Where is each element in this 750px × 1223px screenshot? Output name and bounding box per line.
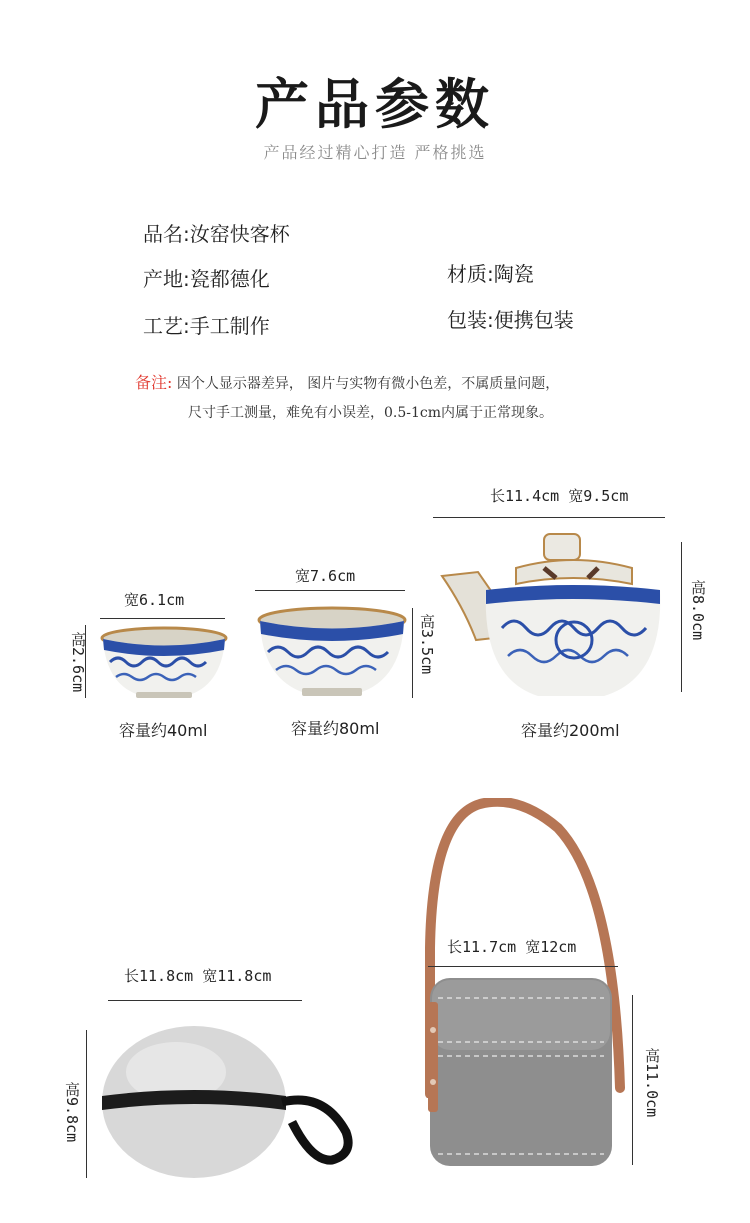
cup-small-image bbox=[96, 622, 232, 702]
round-case-height: 高9.8cm bbox=[63, 1082, 81, 1143]
cup-large-height-line bbox=[412, 608, 413, 698]
note-text-2: 尺寸手工测量，难免有小误差，0.5-1cm内属于正常现象。 bbox=[188, 405, 554, 421]
cup-large-image bbox=[254, 602, 410, 702]
cup-small-width-line bbox=[100, 618, 225, 619]
teapot-size-line bbox=[433, 517, 665, 518]
note-text-1: 因个人显示器差异， 图片与实物有微小色差，不属质量问题， bbox=[176, 376, 560, 392]
cup-large-width: 宽7.6cm bbox=[295, 567, 356, 585]
teapot-height: 高8.0cm bbox=[689, 580, 707, 641]
teapot-height-line bbox=[681, 542, 682, 692]
round-case-height-line bbox=[86, 1030, 87, 1178]
box-case-size: 长11.7cm 宽12cm bbox=[447, 938, 577, 956]
teapot-image bbox=[438, 528, 670, 706]
note-label: 备注: bbox=[135, 373, 173, 392]
spec-origin: 产地:瓷都德化 bbox=[143, 267, 270, 291]
cup-small-width: 宽6.1cm bbox=[124, 591, 185, 609]
teapot-capacity: 容量约200ml bbox=[521, 721, 620, 740]
cup-small-capacity: 容量约40ml bbox=[119, 721, 208, 740]
box-case-height-line bbox=[632, 995, 633, 1165]
page-title: 产品参数 bbox=[255, 73, 495, 136]
cup-large-capacity: 容量约80ml bbox=[291, 719, 380, 738]
cup-large-height: 高3.5cm bbox=[418, 614, 436, 675]
cup-large-width-line bbox=[255, 590, 405, 591]
cup-small-height: 高2.6cm bbox=[69, 632, 87, 693]
box-case-height: 高11.0cm bbox=[643, 1048, 661, 1118]
note-line-1 bbox=[135, 370, 559, 393]
round-case-size-line bbox=[108, 1000, 302, 1001]
round-case-image bbox=[96, 1022, 358, 1182]
spec-name: 品名:汝窑快客杯 bbox=[143, 222, 290, 246]
spec-material: 材质:陶瓷 bbox=[447, 262, 534, 286]
teapot-size: 长11.4cm 宽9.5cm bbox=[490, 487, 629, 505]
box-case-image bbox=[420, 972, 620, 1172]
spec-packaging: 包装:便携包装 bbox=[447, 308, 574, 332]
page-subtitle: 产品经过精心打造 严格挑选 bbox=[263, 143, 487, 162]
round-case-size: 长11.8cm 宽11.8cm bbox=[124, 967, 272, 985]
spec-craft: 工艺:手工制作 bbox=[143, 314, 270, 338]
box-case-size-line bbox=[428, 966, 618, 967]
